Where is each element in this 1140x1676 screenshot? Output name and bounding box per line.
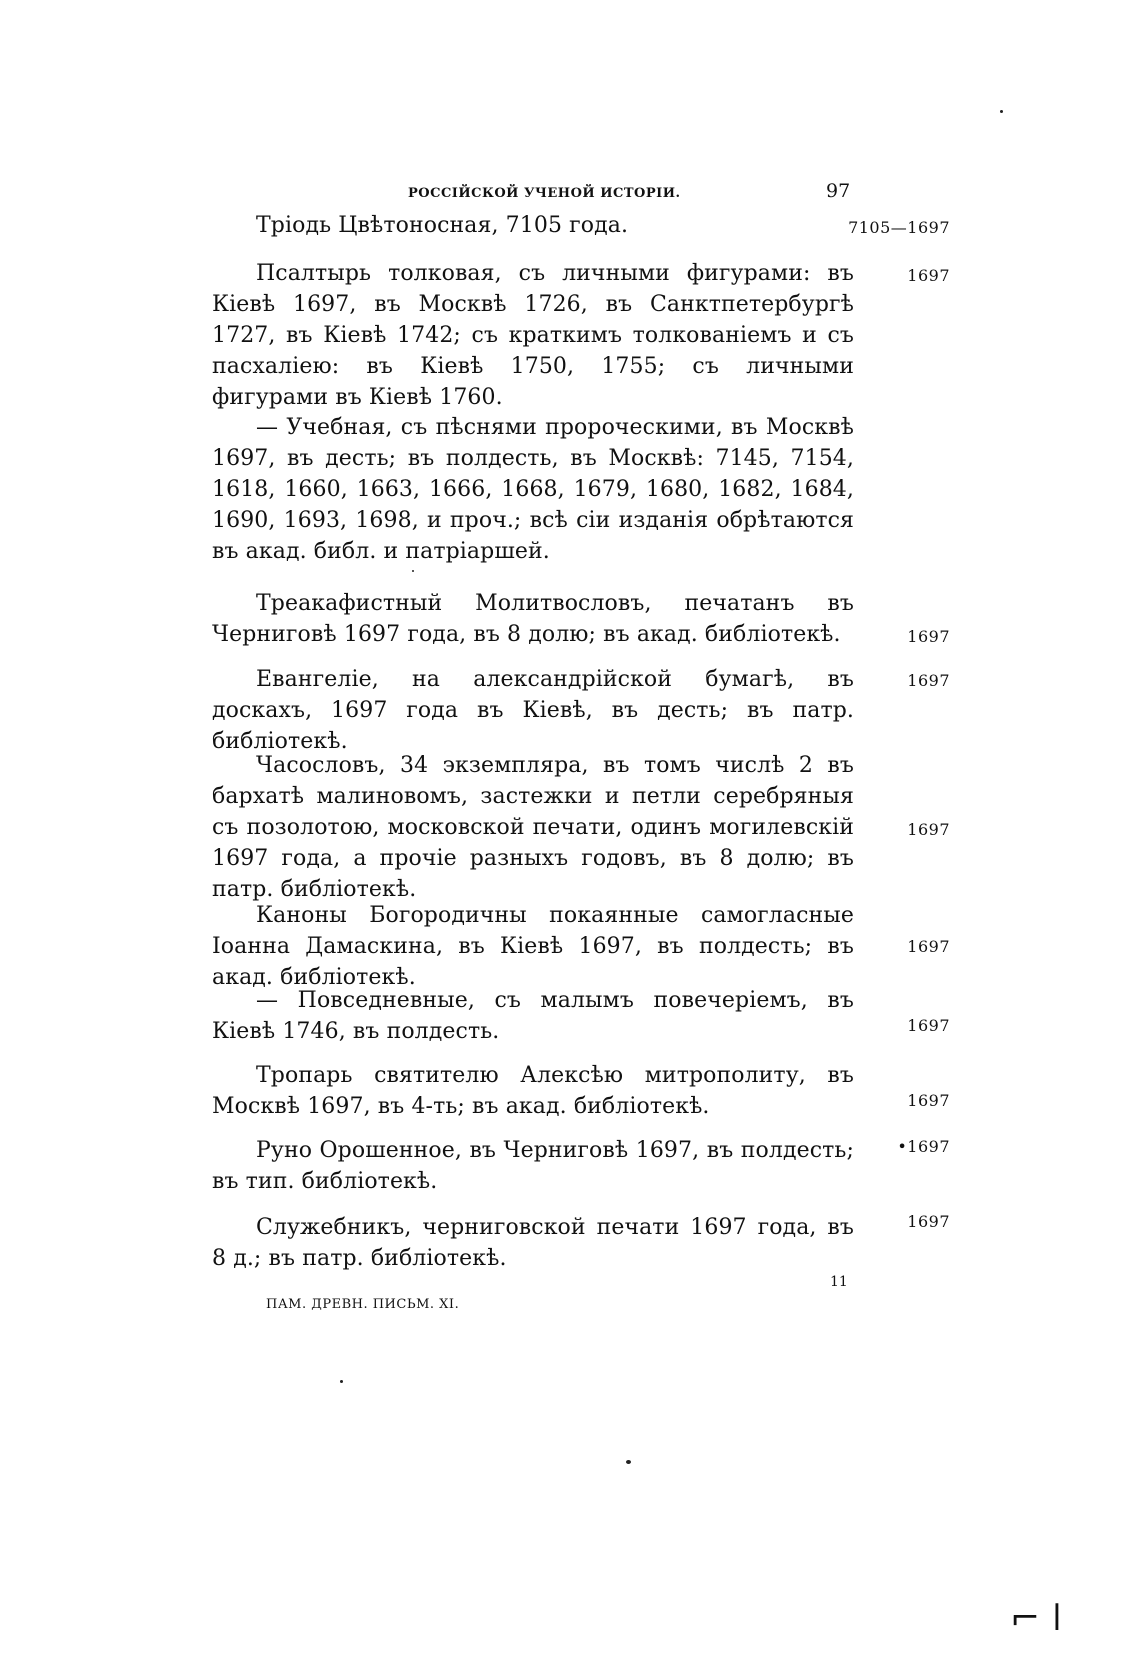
scan-speck bbox=[412, 570, 414, 572]
entry-9 bbox=[212, 1060, 854, 1122]
signature-mark: ПАМ. ДРЕВН. ПИСЬМ. XI. bbox=[266, 1297, 460, 1312]
entry-text: Евангеліе, на александрійской бумагѣ, въ доскахъ, 1697 года въ Кіевѣ, въ десть; въ патр. библіотекѣ. bbox=[212, 667, 854, 754]
scan-speck bbox=[626, 1460, 631, 1464]
entry-year-4: 1697 bbox=[907, 627, 950, 646]
entry-7 bbox=[212, 900, 854, 993]
entry-text: Часословъ, 34 экземпляра, въ томъ числѣ 2 въ бархатѣ малиновомъ, застежки и петли серебряныя съ позолотою, московской печати, одинъ могилевскій 1697 года, а прочіе разныхъ годовъ, въ 8 долю; въ патр. библіотекѣ. bbox=[212, 753, 854, 902]
entry-8 bbox=[212, 985, 854, 1047]
entry-text: Тріодь Цвѣтоносная, 7105 года. bbox=[256, 213, 629, 238]
entry-text: — Повседневные, съ малымъ повечеріемъ, въ Кіевѣ 1746, въ полдесть. bbox=[212, 988, 854, 1044]
entry-5 bbox=[212, 664, 854, 757]
entry-4 bbox=[212, 588, 854, 650]
entry-text: Псалтырь толковая, съ личными фигурами: въ Кіевѣ 1697, въ Москвѣ 1726, въ Санктпетербургѣ 1727, въ Кіевѣ 1742; съ краткимъ толкованіемъ и съ пасхаліею: въ Кіевѣ 1750, 1755; съ личными фигурами въ Кіевѣ 1760. bbox=[212, 261, 854, 410]
entry-10 bbox=[212, 1135, 854, 1197]
entry-text: Служебникъ, черниговской печати 1697 года, въ 8 д.; въ патр. библіотекѣ. bbox=[212, 1215, 854, 1271]
entry-text: Тропарь святителю Алексѣю митрополиту, въ Москвѣ 1697, въ 4-ть; въ акад. библіотекѣ. bbox=[212, 1063, 854, 1119]
entry-year-6: 1697 bbox=[907, 820, 950, 839]
entry-year-1: 7105—1697 bbox=[848, 218, 950, 237]
page-number: 97 bbox=[826, 180, 851, 202]
entry-2 bbox=[212, 258, 854, 413]
entry-year-8: 1697 bbox=[907, 1016, 950, 1035]
entry-text: — Учебная, съ пѣснями пророческими, въ Москвѣ 1697, въ десть; въ полдесть, въ Москвѣ: 7145, 7154, 1618, 1660, 1663, 1666, 1668, 1679, 1680, 1682, 1684, 1690, 1693, 1698, и проч.; всѣ сіи изданія обрѣтаются въ акад. библ. и патріаршей. bbox=[212, 415, 854, 564]
entry-6 bbox=[212, 750, 854, 905]
scan-speck bbox=[340, 1380, 343, 1383]
entry-year-9: 1697 bbox=[907, 1091, 950, 1110]
sheet-number: 11 bbox=[830, 1274, 848, 1290]
entry-year-2: 1697 bbox=[907, 266, 950, 285]
entry-1 bbox=[212, 210, 854, 241]
entry-11 bbox=[212, 1212, 854, 1274]
entry-text: Руно Орошенное, въ Черниговѣ 1697, въ полдесть; въ тип. библіотекѣ. bbox=[212, 1138, 854, 1194]
entry-text: Треакафистный Молитвословъ, печатанъ въ Черниговѣ 1697 года, въ 8 долю; въ акад. библіотекѣ. bbox=[212, 591, 854, 647]
entry-year-5: 1697 bbox=[907, 671, 950, 690]
corner-scan-mark: ⌐ ǀ bbox=[1010, 1598, 1063, 1639]
scan-speck bbox=[1000, 110, 1003, 113]
entry-year-11: 1697 bbox=[907, 1212, 950, 1231]
entry-3 bbox=[212, 412, 854, 567]
entry-year-7: 1697 bbox=[907, 937, 950, 956]
header-title: РОССІЙСКОЙ УЧЕНОЙ ИСТОРІИ. bbox=[408, 186, 681, 201]
entry-year-10: •1697 bbox=[897, 1137, 950, 1156]
entry-text: Каноны Богородичны покаянные самогласные Іоанна Дамаскина, въ Кіевѣ 1697, въ полдесть; въ акад. библіотекѣ. bbox=[212, 903, 854, 990]
